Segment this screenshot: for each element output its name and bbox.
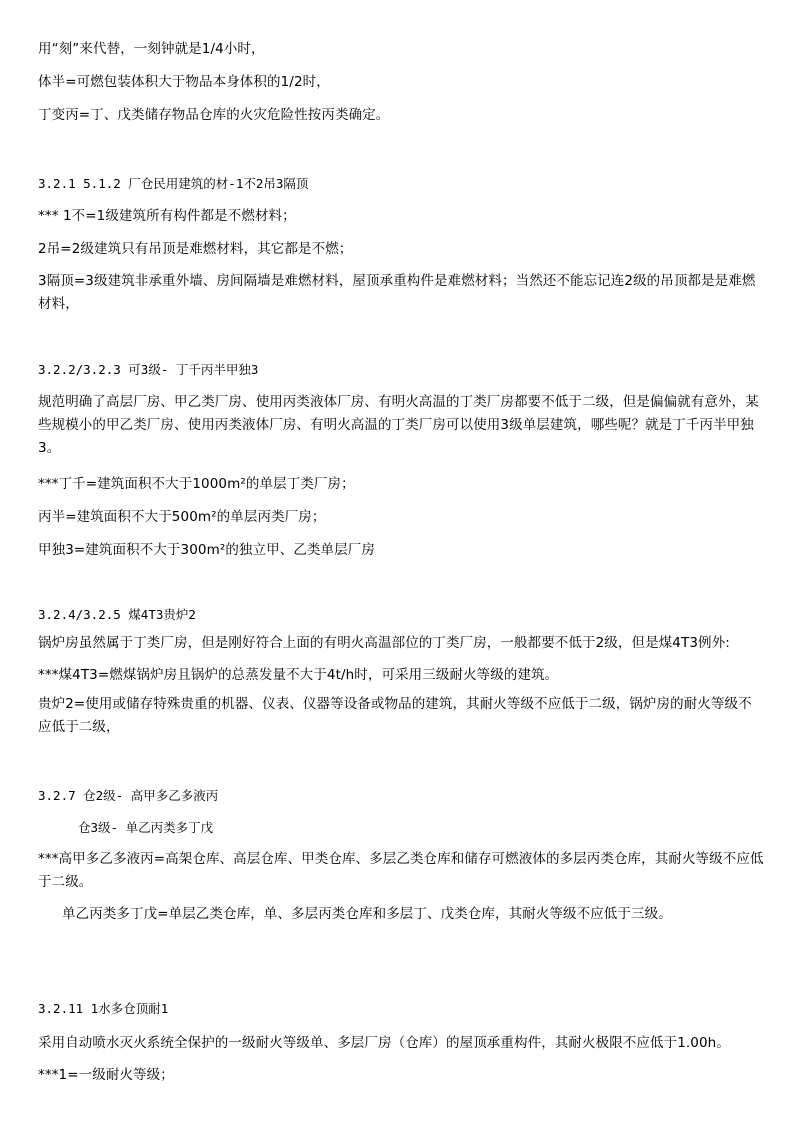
text-line-warehouse-grade3-detail: 单乙丙类多丁戊=单层乙类仓库，单、多层丙类仓库和多层丁、戊类仓库，其耐火等级不应低于三级。 — [62, 906, 672, 922]
text-line-sprinkler-roof: 采用自动喷水灭火系统全保护的一级耐火等级单、多层厂房（仓库）的屋顶承重构件，其耐火极限不应低于1.00h。 — [38, 1035, 730, 1051]
text-line-jia-300: 甲独3=建筑面积不大于300m²的独立甲、乙类单层厂房 — [38, 542, 375, 558]
paragraph-factory-grade3-exceptions: 规范明确了高层厂房、甲乙类厂房、使用丙类液体厂房、有明火高温的丁类厂房都要不低于二级，但是偏偏就有意外，某些规模小的甲乙类厂房、使用丙类液体厂房、有明火高温的丁类厂房可以使用3级单层建筑，哪些呢？就是丁千丙半甲独3。 — [38, 394, 759, 456]
text-line-grade1-definition: ***1=一级耐火等级； — [38, 1067, 174, 1083]
section-heading-3-2-4: 3.2.4/3.2.5 煤4T3贵炉2 — [38, 607, 196, 622]
section-heading-3-2-1: 3.2.1 5.1.2 厂仓民用建筑的材-1不2吊3隔顶 — [38, 176, 309, 191]
text-line-grade1-noncombustible: *** 1不=1级建筑所有构件都是不燃材料； — [38, 208, 296, 224]
section-heading-3-2-11: 3.2.11 1水多仓顶耐1 — [38, 1001, 169, 1016]
text-line-boiler-room: 锅炉房虽然属于丁类厂房，但是刚好符合上面的有明火高温部位的丁类厂房，一般都要不低于2级，但是煤4T3例外: — [38, 635, 730, 651]
text-line-ding-1000: ***丁千=建筑面积不大于1000m²的单层丁类厂房； — [38, 476, 355, 492]
text-line-ding-to-bing: 丁变丙=丁、戊类储存物品仓库的火灾危险性按丙类确定。 — [38, 107, 390, 123]
text-line-bing-500: 丙半=建筑面积不大于500m²的单层丙类厂房； — [38, 509, 326, 525]
text-line-warehouse-grade3: 仓3级- 单乙丙类多丁戊 — [78, 820, 214, 835]
text-line-coal-boiler: ***煤4T3=燃煤锅炉房且锅炉的总蒸发量不大于4t/h时，可采用三级耐火等级的建筑。 — [38, 667, 559, 683]
section-heading-3-2-7: 3.2.7 仓2级- 高甲多乙多液丙 — [38, 788, 219, 803]
paragraph-warehouse-grade2: ***高甲多乙多液丙=高架仓库、高层仓库、甲类仓库、多层乙类仓库和储存可燃液体的多层丙类仓库，其耐火等级不应低于二级。 — [38, 851, 764, 890]
text-line-grade2-ceiling: 2吊=2级建筑只有吊顶是难燃材料，其它都是不燃； — [38, 241, 353, 257]
section-heading-3-2-2: 3.2.2/3.2.3 可3级- 丁千丙半甲独3 — [38, 362, 259, 377]
paragraph-valuable-boiler-grade2: 贵炉2=使用或储存特殊贵重的机器、仪表、仪器等设备或物品的建筑，其耐火等级不应低于二级，锅炉房的耐火等级不应低于二级， — [38, 696, 752, 735]
text-line-quarter-hour: 用“刻”来代替，一刻钟就是1/4小时， — [38, 41, 265, 57]
text-line-volume-half: 体半=可燃包装体积大于物品本身体积的1/2时， — [38, 74, 330, 90]
paragraph-grade3-partition: 3隔顶=3级建筑非承重外墙、房间隔墙是难燃材料，屋顶承重构件是难燃材料；当然还不能忘记连2级的吊顶都是是难燃材料， — [38, 273, 756, 312]
